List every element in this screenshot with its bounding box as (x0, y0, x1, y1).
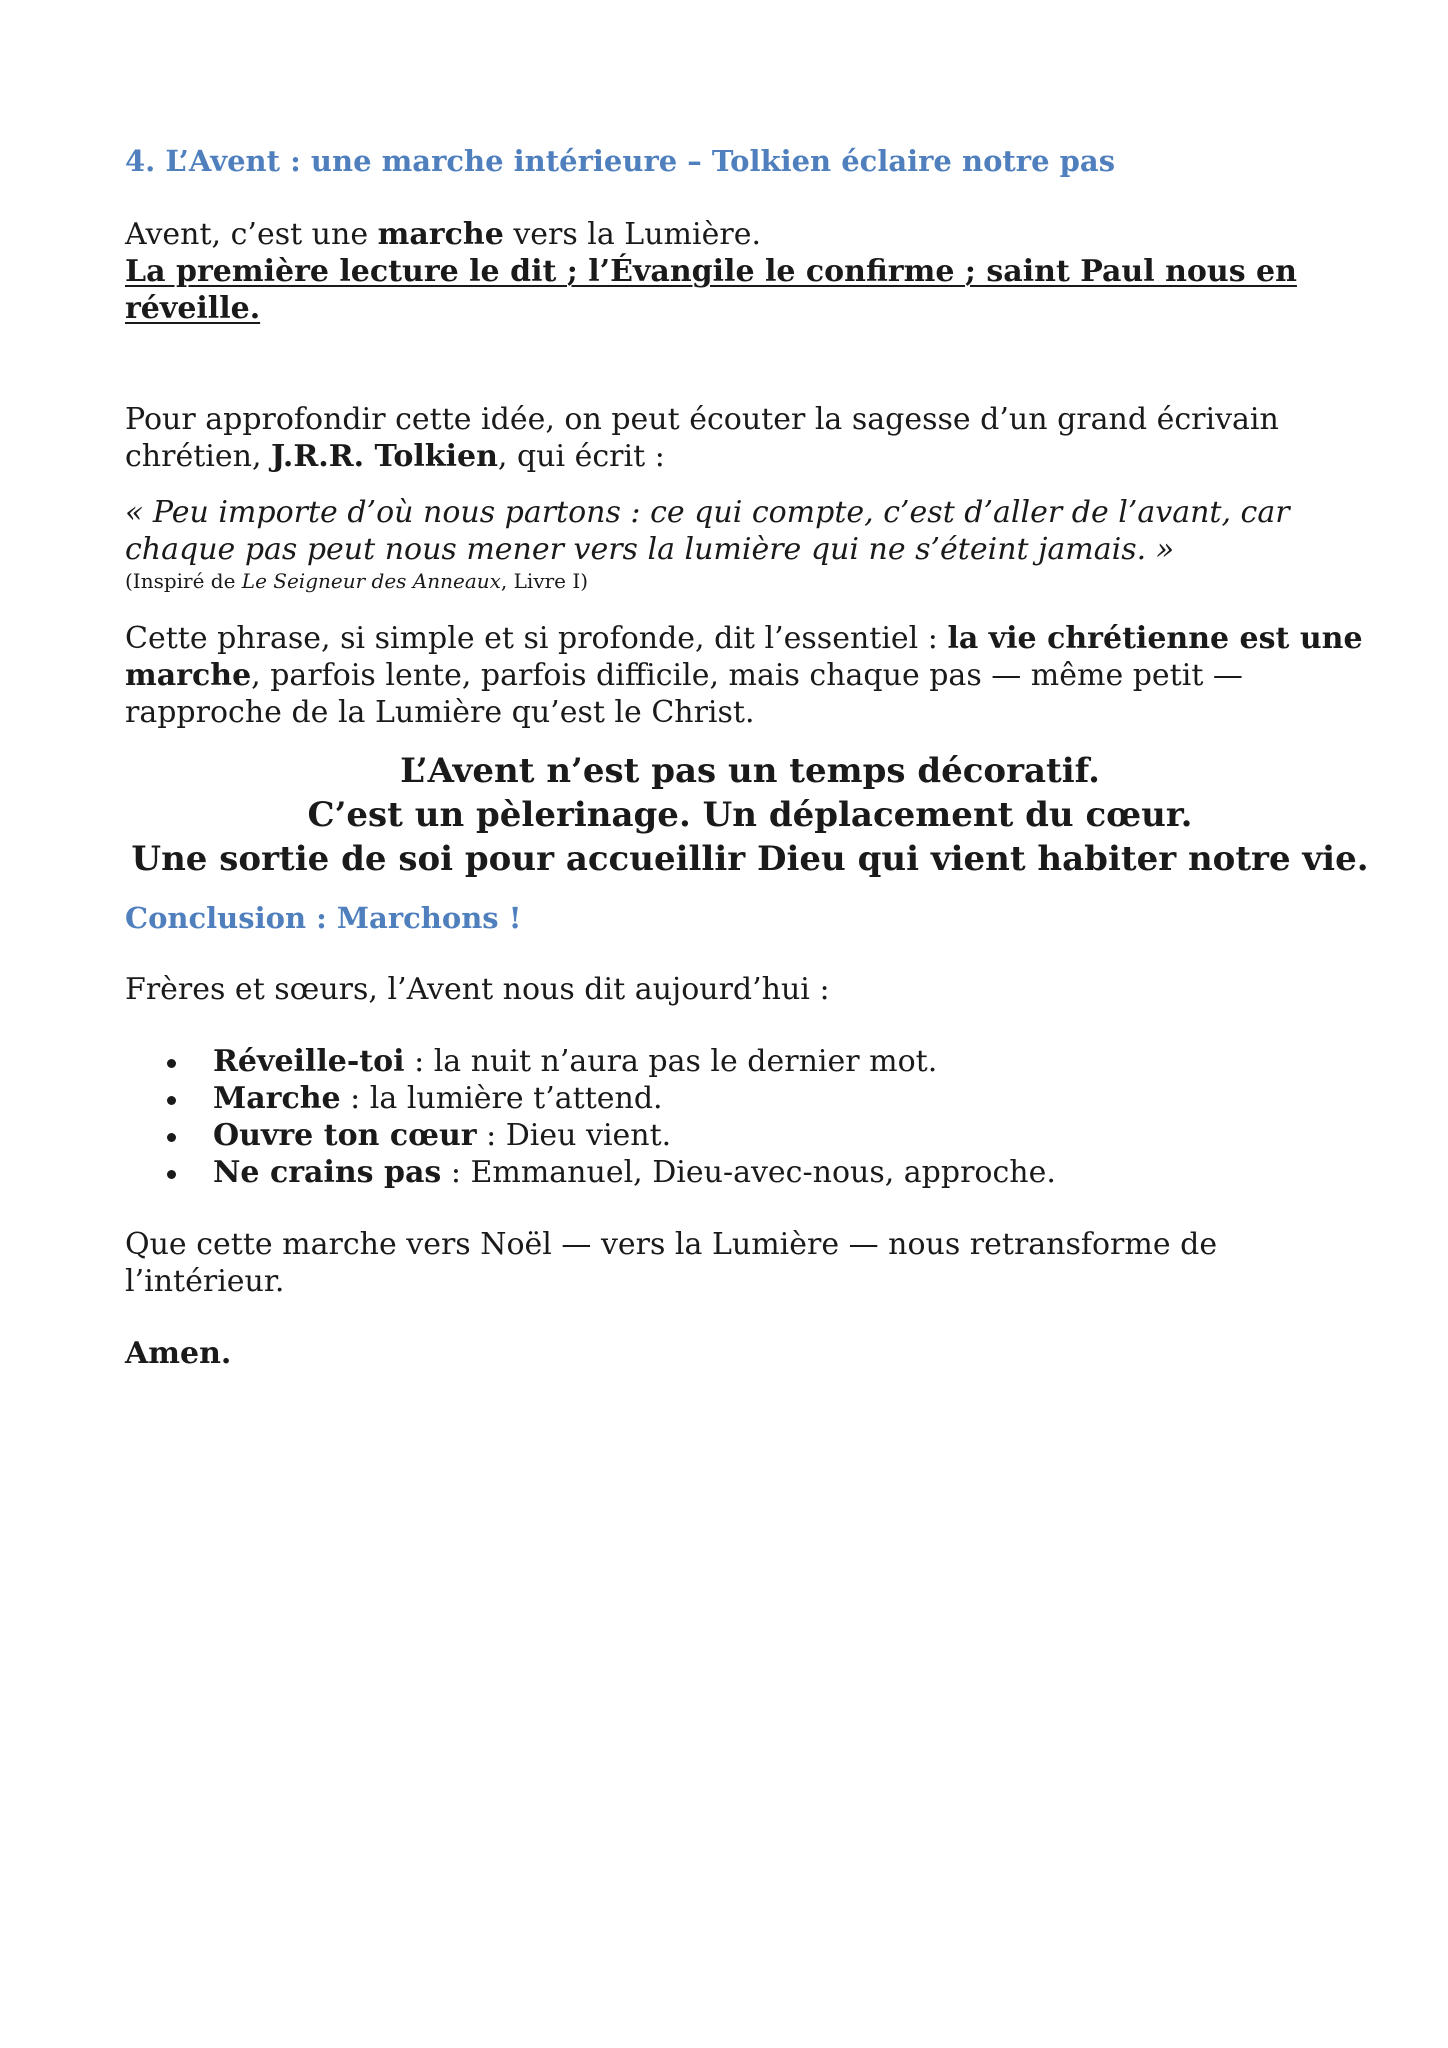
center-line-2: C’est un pèlerinage. Un déplacement du cœur. (307, 795, 1193, 835)
underlined-statement (125, 253, 1375, 327)
bold-run: la vie chrétienne est une marche (125, 621, 1363, 693)
exhortation-list (125, 1043, 1375, 1191)
paragraph-essentiel (125, 620, 1375, 731)
text-run: , qui écrit : (497, 439, 665, 474)
tolkien-quote: « Peu importe d’où nous partons : ce qui compte, c’est d’aller de l’avant, car chaque pas peut nous mener vers la lumière qui ne s’éteint jamais. » (125, 495, 1290, 567)
author-name: J.R.R. Tolkien (271, 439, 498, 474)
paragraph-avent-marche (125, 216, 1375, 253)
center-line-1: L’Avent n’est pas un temps décoratif. (400, 751, 1100, 791)
text-run: Avent, c’est une (125, 217, 378, 252)
conclusion-heading: Conclusion : Marchons ! (125, 901, 522, 935)
list-item: Marche : la lumière t’attend. (125, 1080, 1375, 1117)
list-item: Réveille-toi : la nuit n’aura pas le dernier mot. (125, 1043, 1375, 1080)
text-run: , Livre I) (500, 569, 589, 593)
list-item: Ne crains pas : Emmanuel, Dieu-avec-nous, approche. (125, 1154, 1375, 1191)
bullet-icon (167, 1096, 176, 1105)
bullet-icon (167, 1059, 176, 1068)
paragraph-tolkien-intro (125, 401, 1375, 475)
text-run: Pour approfondir cette idée, on peut écouter la sagesse d’un grand écrivain chrétien, (125, 402, 1279, 474)
text-run: (Inspiré de (125, 569, 242, 593)
bold-run: marche (377, 217, 504, 252)
text-run: vers la Lumière. (503, 217, 761, 252)
center-line-3: Une sortie de soi pour accueillir Dieu qui vient habiter notre vie. (131, 839, 1369, 879)
underlined-run: La première lecture le dit ; l’Évangile le confirme ; saint Paul nous en réveille. (125, 254, 1297, 326)
document-page (125, 142, 1375, 1372)
bullet-icon (167, 1133, 176, 1142)
list-item: Ouvre ton cœur : Dieu vient. (125, 1117, 1375, 1154)
book-title: Le Seigneur des Anneaux (241, 569, 501, 593)
text-run: , parfois lente, parfois difficile, mais chaque pas — même petit — rapproche de la Lumière qu’est le Christ. (125, 658, 1243, 730)
amen: Amen. (125, 1336, 232, 1371)
quote-source (125, 568, 1375, 594)
bullet-icon (167, 1170, 176, 1179)
conclusion-intro: Frères et sœurs, l’Avent nous dit aujourd’hui : (125, 972, 830, 1007)
closing-paragraph: Que cette marche vers Noël — vers la Lumière — nous retransforme de l’intérieur. (125, 1227, 1218, 1299)
section-heading: 4. L’Avent : une marche intérieure – Tolkien éclaire notre pas (125, 144, 1116, 178)
text-run: Cette phrase, si simple et si profonde, dit l’essentiel : (125, 621, 948, 656)
